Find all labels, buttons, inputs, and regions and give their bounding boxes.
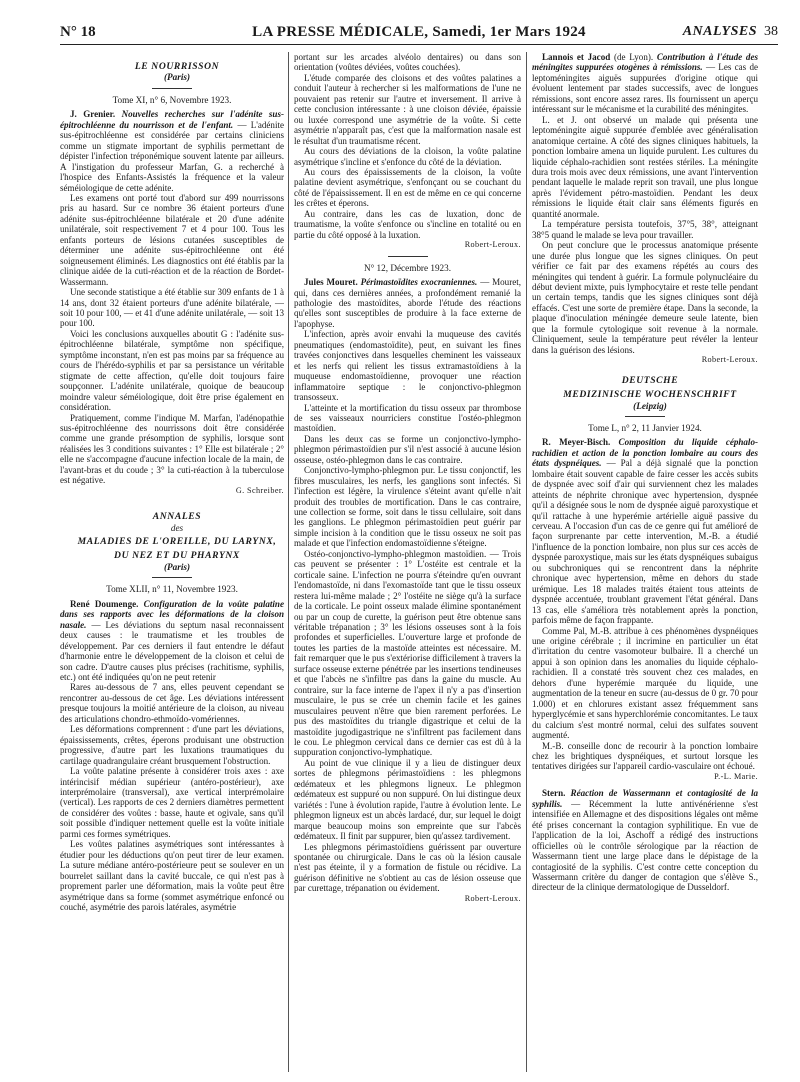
section-title: DEUTSCHE [621,374,679,386]
divider [152,577,192,578]
article-paragraph: R. Meyer-Bisch. Composition du liquide céphalo-rachidien et action de la ponction lombaire au cours des états dyspnéiques. — Pal a déjà signalé que la ponction lombaire était souvent capable de faire cesser les accès subits de dyspnée avec soif d'air qui surviennent chez les malades atteints de néphrite chronique avec hypertension, dyspnée qu'il a désignée sous le nom de dyspnée aiguë paroxystique et qu'il rattache à une hyperémie artérielle aiguë passive du cerveau. A l'occasion d'un cas de ce genre qui fut amélioré de façon surprenante par cette intervention, M.-B. a étudié l'influence de la ponction lombaire, non plus sur ces accès de dyspnée paroxystique, mais sur les états dyspnéiques subaigus ou subchroniques qui se rencontrent dans la néphrite chronique avec hypertension, même en dehors du stade urémique. Les 18 malades traités étaient tous atteints de dyspnée accentuée, troublant gravement l'état général. Dans 13 cas, elle s'améliora très notablement après la ponction, parfois même de façon frappante. [532,437,758,626]
article-paragraph: portant sur les arcades alvéolo dentaires) ou dans son orientation (voûtes déviées, voûtes couchées). [294,52,521,73]
column-2 [294,52,521,904]
section-place: (Paris) [163,72,191,83]
article-paragraph: L'étude comparée des cloisons et des voûtes palatines a conduit l'auteur à rechercher si les malformations de l'une ne pouvaient pas retenir sur l'autre et inversement. Il arrive à cette conclusion intéressante : à une cloison déviée, épaissie ou luxée correspond une asymétrie de la voûte. Si cette asymétrie n'apparaît pas, c'est que la malformation nasale est le résultat d'un traumatisme récent. [294,72,521,146]
article-paragraph: L. et J. ont observé un malade qui présenta une leptoméningite aiguë suppurée d'emblée avec généralisation anatomique certaine. A côté des signes cliniques habituels, la ponction lombaire amena un liquide purulent. Les cultures du liquide céphalo-rachidien sont restées stériles. La méningite dura trois mois avec deux rémissions, une avant l'intervention pendant laquelle le malade reprit son travail, une plus longue après l'évidement pétro-mastoïdien. Pendant les deux rémissions le liquide était clair sans éléments figurés en quantité anormale. [532,114,758,219]
article-title: Contribution à l'étude des méningites suppurées otogènes à rémissions. [532,52,758,73]
signature: Robert-Leroux. [464,240,521,250]
article-author: Jules Mouret. [304,277,358,288]
signature: P.-L. Marie. [714,771,758,781]
article-paragraph: Voici les conclusions auxquelles aboutit G : l'adénite sus-épitrochléenne bilatérale, symptôme non spécifique, symptôme inconstant, n'en est pas moins par sa fréquence au cours de l'hérédo-syphilis et par sa persistance un véritable stigmate de cette affection, qu'elle doit toujours faire soupçonner. L'adénite unilatérale, quoique de beaucoup moindre valeur séméiologique, doit être prise également en considération. [60,328,284,413]
article-paragraph: M.-B. conseille donc de recourir à la ponction lombaire chez les brightiques dyspnéiques, et surtout lorsque les tentatives dirigées sur l'appareil cardio-vasculaire ont échoué. [532,740,758,772]
section-title: des [170,522,184,533]
article-author: R. Meyer-Bisch. [542,437,611,448]
section-name: ANALYSES [682,24,757,39]
article-author: Stern. [542,788,566,799]
section-title: MEDIZINISCHE WOCHENSCHRIFT [563,389,737,401]
column-1 [60,52,284,912]
article-paragraph: Lannois et Jacod (de Lyon). Contribution à l'étude des méningites suppurées otogènes à rémissions. — Les cas de leptoméningites aiguës suppurées d'origine otique qui évoluent lentement par stades successifs, avec de longues rémissions, sont encore assez rares. Ils fournissent un aperçu intéressant sur le mécanisme et la curabilité des méningites. [532,52,758,115]
article-paragraph: René Doumenge. Configuration de la voûte palatine dans ses rapports avec les déformations de la cloison nasale. — Les déviations du septum nasal reconnaissent deux causes : le traumatisme et les troubles de développement. Par ces derniers il faut entendre le défaut d'harmonie entre le développement de la cloison et celui de son cadre. D'autre causes plus précises (rachitisme, syphilis, etc.) ont été indiquées qu'on ne peut retenir [60,598,284,683]
article-paragraph: La voûte palatine présente à considérer trois axes : axe intérincisif médian supérieur (antéro-postérieur), axe interprémolaire (transversal), axe vertical interprémolaire (vertical). Les rapports de ces 2 derniers diamètres permettent de considérer des voûtes : basse, haute et ogivale, sans qu'il soit possible d'indiquer nettement quelle est la voûte initiale parmi ces formes symétriques. [60,766,284,839]
article-paragraph: L'atteinte et la mortification du tissu osseux par thrombose de ses vaisseaux nourriciers constitue l'ostéo-phlegmon mastoïdien. [294,402,521,434]
article-paragraph: Ostéo-conjonctivo-lympho-phlegmon mastoïdien. — Trois cas peuvent se présenter : 1° L'ostéite est centrale et la corticale saine. L'infection ne pourra s'éteindre qu'en ouvrant l'endomastoïde, ni dans l'exomastoïde tant que le tissu osseux restera lui-même malade ; 2° l'ostéite ne siège qu'à la surface de la corticale. Le point osseux malade élimine spontanément ou par un coup de curette, la guérison peut être obtenue sans véritable trépanation ; 3° les lésions osseuses sont à la fois profondes et superficielles. L'ouverture large et profonde de toutes les parties de la mastoïde atteintes est nécessaire. M. fait remarquer que le pus s'extériorise difficilement à travers la surface osseuse externe pénétrée par les insertions tendineuses et que l'abcès ne s'infiltre pas dans la gaine du muscle. Au contraire, sur la face interne de l'apex il n'y a pas d'insertion musculaire, le pus se crée un chemin facile et les gaines musculaires peuvent n'être que bien rarement perforées. Le pus des mastoïdites du triangle digastrique et celui de la mastoïdite jugodigastrique ne s'infiltrent pas facilement dans le cou. Le phlegmon cervical dans ce dernier cas est dû à la suppuration conjonctivo-lymphatique. [294,548,521,758]
article-paragraph: Conjonctivo-lympho-phlegmon pur. Le tissu conjonctif, les fibres musculaires, les nerfs, les ganglions sont infectés. Si l'infection est légère, la virulence s'éteint avant qu'elle n'ait produit des troubles de mortification. Dans le cas contraire, une collection se forme, soit dans le tissu cellulaire, soit dans les ganglions. Le phlegmon périmastoïdien peut guérir par simple incision à la condition que le tissu osseux ne soit pas malade et que l'infection endomastoïdienne s'éteigne. [294,465,521,549]
article-paragraph: Au cours des déviations de la cloison, la voûte palatine asymétrique s'incline et s'enfonce du côté de la déviation. [294,146,521,167]
section-place: (Leipzig) [633,400,667,411]
article-title: Composition du liquide céphalo-rachidien et action de la ponction lombaire au cours des états dyspnéiques. [532,437,758,469]
article-paragraph: Au cours des épaississements de la cloison, la voûte palatine devient asymétrique, s'enfonçant ou se couchant du côté de l'épaississement. Il en est de même en ce qui concerne les crêtes et éperons. [294,166,521,209]
divider [388,256,428,257]
signature: G. Schreiber. [235,485,284,495]
article-title: Réaction de Wassermann et contagiosité de la syphilis. [532,788,758,809]
header-rule [60,44,778,45]
tome-line: Tome XLII, n° 11, Novembre 1923. [106,584,238,595]
tome-line: Tome XI, n° 6, Novembre 1923. [112,94,232,105]
section-title: LE NOURRISSON [134,61,220,72]
article-paragraph: Une seconde statistique a été établie sur 309 enfants de 1 à 14 ans, dont 32 étaient porteurs d'une adénite bilatérale, — soit 10 pour 100, — et 41 d'une adénite unilatérale, — soit 13 pour 100. [60,287,284,329]
signature: Robert-Leroux. [464,893,521,903]
article-title: Nouvelles recherches sur l'adénite sus-épitrochléenne du nourrisson et de l'enfant. [60,109,284,130]
signature: Robert-Leroux. [701,355,758,365]
article-paragraph: Au point de vue clinique il y a lieu de distinguer deux sortes de phlegmons périmastoïdiens : les phlegmons œdémateux et les phlegmons ligneux. Le phlegmon œdémateux est suppuré ou non suppuré. On lui distingue deux variétés : l'une à évolution rapide, l'autre à évolution lente. Le phlegmon ligneux est un abcès lardacé, dur, sur lequel le doigt marque beaucoup moins son empreinte que sur l'abcès œdémateux. Il finit par suppurer, bien qu'assez tardivement. [294,757,521,842]
article-paragraph: Jules Mouret. Périmastoïdites exocraniennes. — Mouret, qui, dans ces dernières années, a profondément remanié la pathologie des mastoïdites, aborde l'étude des réactions qu'elles sont susceptibles de produire à la face externe de l'apophyse. [294,277,521,329]
divider [625,416,665,417]
section-title: MALADIES DE L'OREILLE, DU LARYNX, [77,536,277,548]
article-author: René Doumenge. [70,598,139,609]
article-paragraph: Au contraire, dans les cas de luxation, donc de traumatisme, la voûte s'enfonce ou s'incline en totalité ou en partie du côté opposé à la luxation. [294,208,521,240]
section-header [683,24,778,40]
column-divider [526,52,527,1072]
article-author: J. Grenier. [70,109,116,120]
article-paragraph: Rares au-dessous de 7 ans, elles peuvent cependant se rencontrer au-dessous de cet âge. Les déviations intéressent presque toujours la moitié antérieure de la cloison, au niveau des articulations chondro-ethmoïdo-vomériennes. [60,682,284,724]
article-paragraph: Les phlegmons périmastoïdiens guérissent par ouverture spontanée ou chirurgicale. Dans le cas où la lésion causale n'est pas éteinte, il y a formation de fistule ou récidive. La guérison définitive ne s'obtient au cas de lésion osseuse que par curettage, trépanation ou évidement. [294,841,521,894]
article-paragraph: Comme Pal, M.-B. attribue à ces phénomènes dyspnéiques une origine cérébrale ; il incrimine en particulier un état d'irritation du centre vasomoteur bulbaire. Il a cherché un appui à son opinion dans les anomalies du liquide céphalo-rachidien. Il a constaté très souvent chez ces malades, en dehors d'une hyperémie marquée du liquide, une augmentation de la teneur en sucre (au-dessus de 0 gr. 70 pour 1.000) et en chlorures existant assez fréquemment sans hyperglycémie et sans hyperchlorémie concomitantes. Le taux du calcium s'est montré normal, celui des sulfates souvent augmenté. [532,625,758,741]
column-3 [532,52,758,893]
article-author: Lannois et Jacod [542,52,611,62]
article-paragraph: Les examens ont porté tout d'abord sur 499 nourrissons pris au hasard. Sur ce nombre 36 étaient porteurs d'une adénite sus-épitrochléenne bilatérale et 20 d'une adénite unilatérale, soit respectivement 7 et 4 pour 100. Tous les enfants porteurs de lésions cutanées susceptibles de déterminer une adénite sus-épitrochléenne ont été soigneusement éliminés. Les diagnostics ont été établis par la clinique aidée de la cuti-réaction et de la réaction de Bordet-Wassermann. [60,192,284,287]
section-title: ANNALES [152,511,202,523]
article-place: (de Lyon). [613,52,654,62]
article-paragraph: La température persista toutefois, 37°5, 38°, atteignant 38°5 quand le malade se leva pour travailler. [532,219,758,240]
issue-number: N° 18 [60,24,96,40]
article-paragraph: On peut conclure que le processus anatomique présente une durée plus longue que les signes cliniques. On peut vérifier ce fait par des examens répétés au cours des méningites qui tendent à guérir. La formule polynucléaire du début devient mixte, puis lymphocytaire et reste telle pendant un certain temps, tandis que les signes cliniques sont déjà effacés. C'est une sorte de première étape. Dans la seconde, la plaque d'inoculation méningée demeure seule latente, bien que la formule cytologique soit revenue à la normale. Cliniquement, seule la température peut révéler la lenteur dans la guérison des lésions. [532,240,758,355]
tome-line: Tome L, n° 2, 11 Janvier 1924. [588,422,702,433]
page-header [60,24,778,42]
article-title: Configuration de la voûte palatine dans ses rapports avec les déformations de la cloison nasale. [60,598,284,630]
article-paragraph: Stern. Réaction de Wassermann et contagiosité de la syphilis. — Récemment la lutte antivénérienne s'est intensifiée en Allemagne et des dispositions légales ont même été prises concernant la contagion syphilitique. En vue de l'application de la loi, Aschoff a rédigé des instructions officielles où le contrôle sérologique par la réaction de Wassermann tient une large place dans le dépistage de la contagiosité de la syphilis. C'est contre cette conception du Wassermann critère du danger de contagion que s'élève S., directeur de la clinique dermatologique de Dusseldorf. [532,788,758,893]
article-paragraph: L'infection, après avoir envahi la muqueuse des cavités pneumatiques (endomastoïdite), peut, en suivant les fines travées conjonctives dans lesquelles cheminent les vaisseaux et les nerfs qui relient les tissus extramastoïdiens à la muqueuse endomastoïdienne, provoquer une réaction inflammatoire septique : le conjonctivo-phlegmon transosseux. [294,329,521,403]
article-paragraph: J. Grenier. Nouvelles recherches sur l'adénite sus-épitrochléenne du nourrisson et de l'enfant. — L'adénite sus-épitrochléenne est considérée par certains cliniciens comme un stigmate important de syphilis permettant de dépister l'infection tréponémique souvent latente par ailleurs. A l'instigation du professeur Marfan, G. a recherché à l'hospice des Enfants-Assistés la fréquence et la valeur séméiologique de cette adénite. [60,109,284,193]
journal-title: LA PRESSE MÉDICALE, Samedi, 1er Mars 1924 [252,24,586,40]
page-number: 38 [764,24,778,39]
column-divider [288,52,289,1072]
article-paragraph: Les voûtes palatines asymétriques sont intéressantes à étudier pour les déductions qu'on peut tirer de leur examen. La suture médiane antéro-postérieure peut se soulever en un bourrelet saillant dans la cavité buccale, ce qui n'est pas à proprement parler une déformation, mais la voûte peut être asymétrique dans sa forme (sommet asymétrique enfoncé ou couché, asymétrie des parois latérales, asymétrie [60,839,284,912]
section-place: (Paris) [163,561,191,572]
tome-line: N° 12, Décembre 1923. [363,262,452,273]
article-paragraph: Dans les deux cas se forme un conjonctivo-lympho-phlegmon périmastoïdien pur s'il n'est associé à aucune lésion osseuse, ostéo-phlegmon dans le cas contraire. [294,433,521,465]
article-paragraph: Pratiquement, comme l'indique M. Marfan, l'adénopathie sus-épitrochléenne des nourrissons doit être considérée comme une grande présomption de syphilis, lorsque sont réalisées les 3 conditions suivantes : 1° Elle est bilatérale ; 2° elle ne s'accompagne d'aucune infection locale de la main, de l'avant-bras et du coude ; 3° la cuti-réaction à la tuberculose est négative. [60,412,284,486]
article-title: Périmastoïdites exocraniennes. [360,277,478,288]
divider [152,88,192,89]
section-title: DU NEZ ET DU PHARYNX [114,550,240,562]
article-paragraph: Les déformations comprennent : d'une part les déviations, épaississements, crêtes, éperons produisant une obstruction progressive, d'autre part les luxations traumatiques du cartilage quadrangulaire créant brusquement l'obstruction. [60,724,284,766]
